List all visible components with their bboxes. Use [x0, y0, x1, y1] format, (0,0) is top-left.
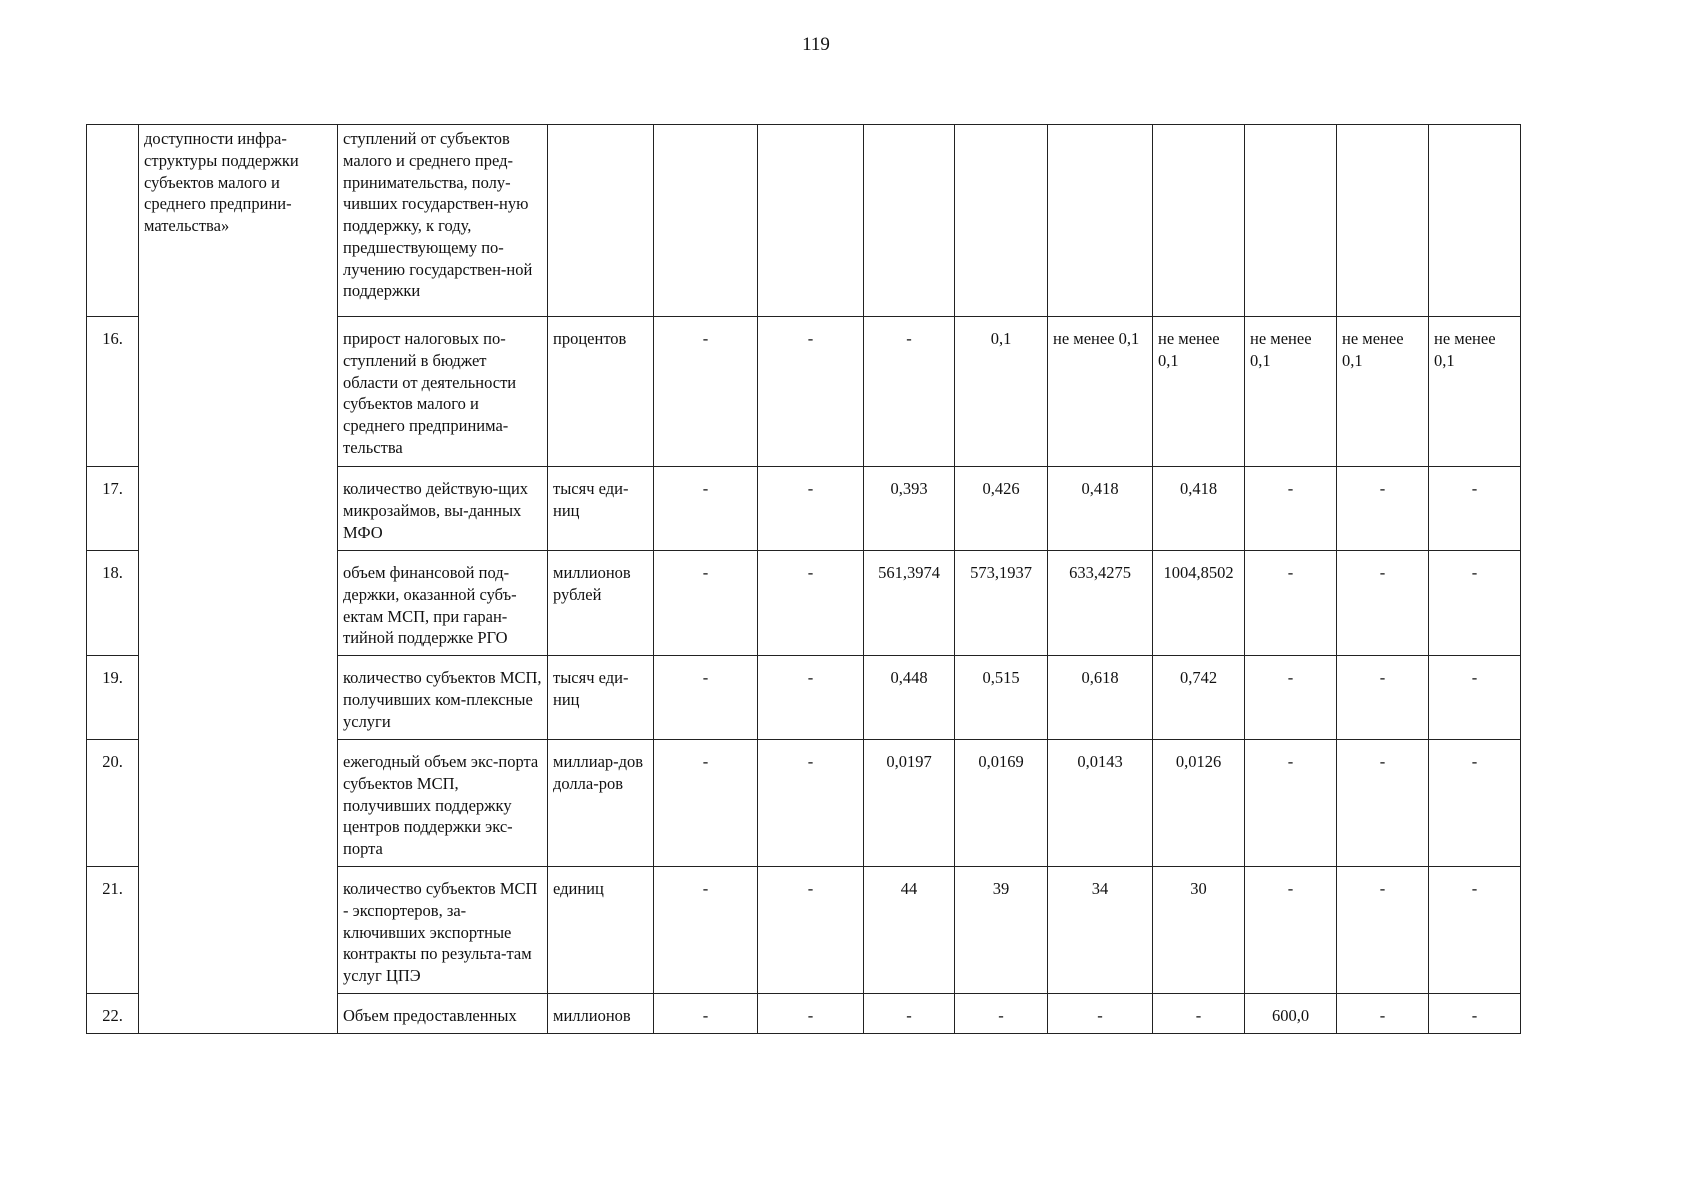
row-number-cell: 18. — [87, 551, 139, 656]
value-cell: - — [758, 656, 864, 740]
value-cell: 0,742 — [1153, 656, 1245, 740]
value-cell: 34 — [1048, 867, 1153, 994]
value-cell: 44 — [864, 867, 955, 994]
unit-cell: единиц — [548, 867, 654, 994]
value-cell: - — [758, 317, 864, 467]
value-cell: - — [654, 740, 758, 867]
value-cell: 0,418 — [1153, 467, 1245, 551]
unit-cell: миллионов рублей — [548, 551, 654, 656]
value-cell: 573,1937 — [955, 551, 1048, 656]
unit-cell: миллиар-дов долла-ров — [548, 740, 654, 867]
indicator-cell: количество субъектов МСП, получивших ком-плексные услуги — [338, 656, 548, 740]
value-cell: - — [864, 317, 955, 467]
indicator-cell: ежегодный объем экс-порта субъектов МСП, получивших поддержку центров поддержки экс-порта — [338, 740, 548, 867]
value-cell: - — [1245, 467, 1337, 551]
value-cell: 0,418 — [1048, 467, 1153, 551]
value-cell: - — [1153, 994, 1245, 1034]
value-cell: - — [1245, 867, 1337, 994]
unit-cell: тысяч еди-ниц — [548, 656, 654, 740]
value-cell: - — [654, 551, 758, 656]
value-cell: - — [1429, 740, 1521, 867]
indicator-cell: Объем предоставленных — [338, 994, 548, 1034]
value-cell: - — [1245, 656, 1337, 740]
value-cell: 0,1 — [955, 317, 1048, 467]
unit-cell: тысяч еди-ниц — [548, 467, 654, 551]
value-cell: - — [1429, 551, 1521, 656]
indicator-cell: прирост налоговых по-ступлений в бюджет области от деятельности субъектов малого и среднего предпринима-тельства — [338, 317, 548, 467]
value-cell: - — [1429, 467, 1521, 551]
value-cell: 0,448 — [864, 656, 955, 740]
program-cell: доступности инфра-структуры поддержки субъектов малого и среднего предприни-мательства» — [139, 125, 338, 1034]
indicator-cell: ступлений от субъектов малого и среднего пред-принимательства, полу-чивших государствен-ную поддержку, к году, предшествующему по-лучению государствен-ной поддержки — [338, 125, 548, 317]
value-cell: 0,618 — [1048, 656, 1153, 740]
indicator-cell: количество субъектов МСП - экспортеров, за-ключивших экспортные контракты по результа-там услуг ЦПЭ — [338, 867, 548, 994]
value-cell: - — [1337, 467, 1429, 551]
row-number-cell: 20. — [87, 740, 139, 867]
value-cell: не менее 0,1 — [1048, 317, 1153, 467]
row-number-cell: 17. — [87, 467, 139, 551]
value-cell: 0,0126 — [1153, 740, 1245, 867]
value-cell: 0,0169 — [955, 740, 1048, 867]
row-number-cell: 16. — [87, 317, 139, 467]
row-number-cell: 21. — [87, 867, 139, 994]
value-cell: - — [1337, 656, 1429, 740]
value-cell: - — [1337, 740, 1429, 867]
value-cell: - — [1429, 656, 1521, 740]
value-cell: - — [955, 994, 1048, 1034]
value-cell: - — [758, 467, 864, 551]
row-number-cell: 22. — [87, 994, 139, 1034]
unit-cell: процентов — [548, 317, 654, 467]
value-cell: 0,0197 — [864, 740, 955, 867]
value-cell: не менее 0,1 — [1337, 317, 1429, 467]
value-cell: - — [654, 317, 758, 467]
indicators-table — [86, 124, 1521, 1034]
value-cell: - — [654, 867, 758, 994]
value-cell: - — [1429, 867, 1521, 994]
value-cell: - — [1245, 551, 1337, 656]
value-cell: - — [654, 994, 758, 1034]
value-cell: 600,0 — [1245, 994, 1337, 1034]
page-number: 119 — [802, 34, 830, 55]
unit-cell: миллионов — [548, 994, 654, 1034]
value-cell: не менее 0,1 — [1245, 317, 1337, 467]
value-cell: - — [758, 994, 864, 1034]
row-number-cell: 19. — [87, 656, 139, 740]
value-cell: - — [1337, 867, 1429, 994]
value-cell: - — [1429, 994, 1521, 1034]
value-cell: - — [758, 867, 864, 994]
value-cell: 1004,8502 — [1153, 551, 1245, 656]
value-cell: - — [758, 740, 864, 867]
value-cell: - — [1337, 994, 1429, 1034]
indicator-cell: объем финансовой под-держки, оказанной субъ-ектам МСП, при гаран-тийной поддержке РГО — [338, 551, 548, 656]
value-cell: - — [1337, 551, 1429, 656]
row-number-cell — [87, 125, 139, 317]
value-cell: - — [1048, 994, 1153, 1034]
value-cell: 0,393 — [864, 467, 955, 551]
value-cell: не менее 0,1 — [1153, 317, 1245, 467]
value-cell: - — [1245, 740, 1337, 867]
value-cell: 30 — [1153, 867, 1245, 994]
value-cell: 0,426 — [955, 467, 1048, 551]
value-cell: 0,515 — [955, 656, 1048, 740]
value-cell: не менее 0,1 — [1429, 317, 1521, 467]
table-row — [87, 125, 1521, 317]
indicator-cell: количество действую-щих микрозаймов, вы-данных МФО — [338, 467, 548, 551]
value-cell: 633,4275 — [1048, 551, 1153, 656]
value-cell: - — [758, 551, 864, 656]
value-cell: - — [864, 994, 955, 1034]
value-cell: 0,0143 — [1048, 740, 1153, 867]
value-cell: - — [654, 656, 758, 740]
value-cell: 561,3974 — [864, 551, 955, 656]
value-cell: - — [654, 467, 758, 551]
value-cell: 39 — [955, 867, 1048, 994]
